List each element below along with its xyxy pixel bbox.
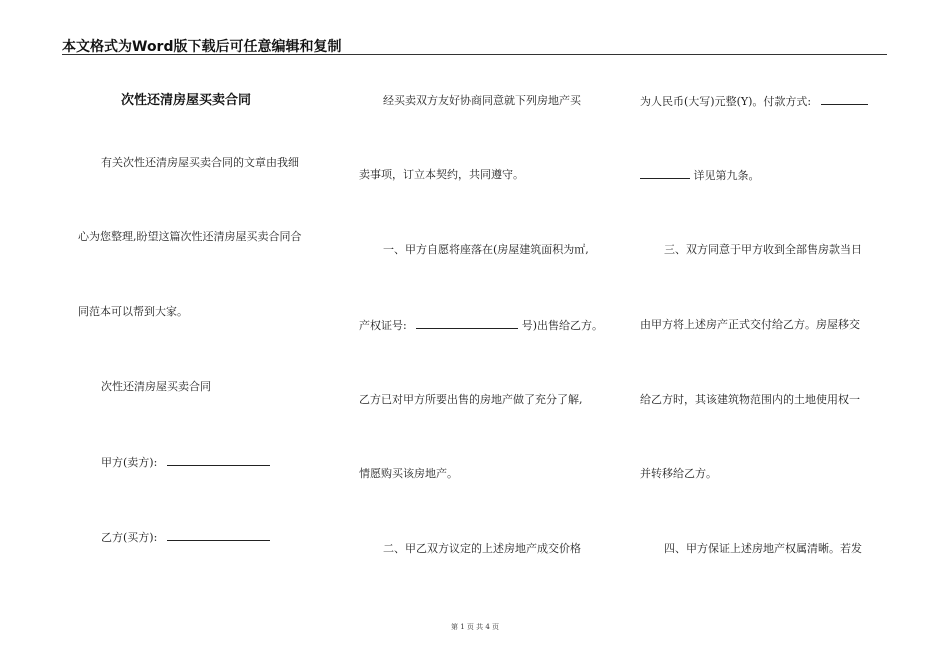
document-title: 次性还清房屋买卖合同 xyxy=(121,93,252,108)
see-article-nine: 详见第九条。 xyxy=(693,169,760,182)
party-a-row xyxy=(101,455,270,470)
document-header xyxy=(62,34,887,55)
col3-line-1 xyxy=(640,94,868,109)
party-a-label: 甲方(卖方): xyxy=(101,456,158,469)
payment-blank xyxy=(821,94,868,105)
col2-line-3: 一、甲方自愿将座落在(房屋建筑面积为㎡, xyxy=(383,243,589,256)
col3-line-5: 给乙方时，其该建筑物范围内的土地使用权一 xyxy=(640,393,860,406)
payment-blank-continued xyxy=(640,168,690,179)
contract-subtitle: 次性还清房屋买卖合同 xyxy=(101,380,211,393)
property-cert-label: 产权证号: xyxy=(359,319,407,332)
intro-line-2: 心为您整理,盼望这篇次性还清房屋买卖合同合 xyxy=(78,230,302,243)
price-text: 为人民币(大写)元整(Y)。付款方式: xyxy=(640,95,812,108)
party-b-blank xyxy=(167,530,270,541)
col2-line-6: 情愿购买该房地产。 xyxy=(359,467,458,480)
col2-line-7: 二、甲乙双方议定的上述房地产成交价格 xyxy=(383,542,581,555)
intro-line-1: 有关次性还清房屋买卖合同的文章由我细 xyxy=(101,156,299,169)
property-cert-suffix: 号)出售给乙方。 xyxy=(521,319,604,332)
col3-line-4: 由甲方将上述房产正式交付给乙方。房屋移交 xyxy=(640,318,860,331)
party-a-blank xyxy=(167,455,270,466)
col3-line-3: 三、双方同意于甲方收到全部售房款当日 xyxy=(664,243,862,256)
party-b-row xyxy=(101,530,270,545)
col2-line-4 xyxy=(359,318,603,333)
intro-line-3: 同范本可以帮到大家。 xyxy=(78,305,188,318)
header-text: 本文格式为Word版下载后可任意编辑和复制 xyxy=(62,39,342,55)
col3-line-2 xyxy=(640,168,760,183)
col3-line-7: 四、甲方保证上述房地产权属清晰。若发 xyxy=(664,542,862,555)
col3-line-6: 并转移给乙方。 xyxy=(640,467,717,480)
party-b-label: 乙方(买方): xyxy=(101,531,158,544)
col2-line-1: 经买卖双方友好协商同意就下列房地产买 xyxy=(383,94,581,107)
page-footer: 第 1 页 共 4 页 xyxy=(450,623,500,631)
col2-line-5: 乙方已对甲方所要出售的房地产做了充分了解, xyxy=(359,393,583,406)
property-cert-blank xyxy=(416,318,518,329)
col2-line-2: 卖事项，订立本契约，共同遵守。 xyxy=(359,168,524,181)
